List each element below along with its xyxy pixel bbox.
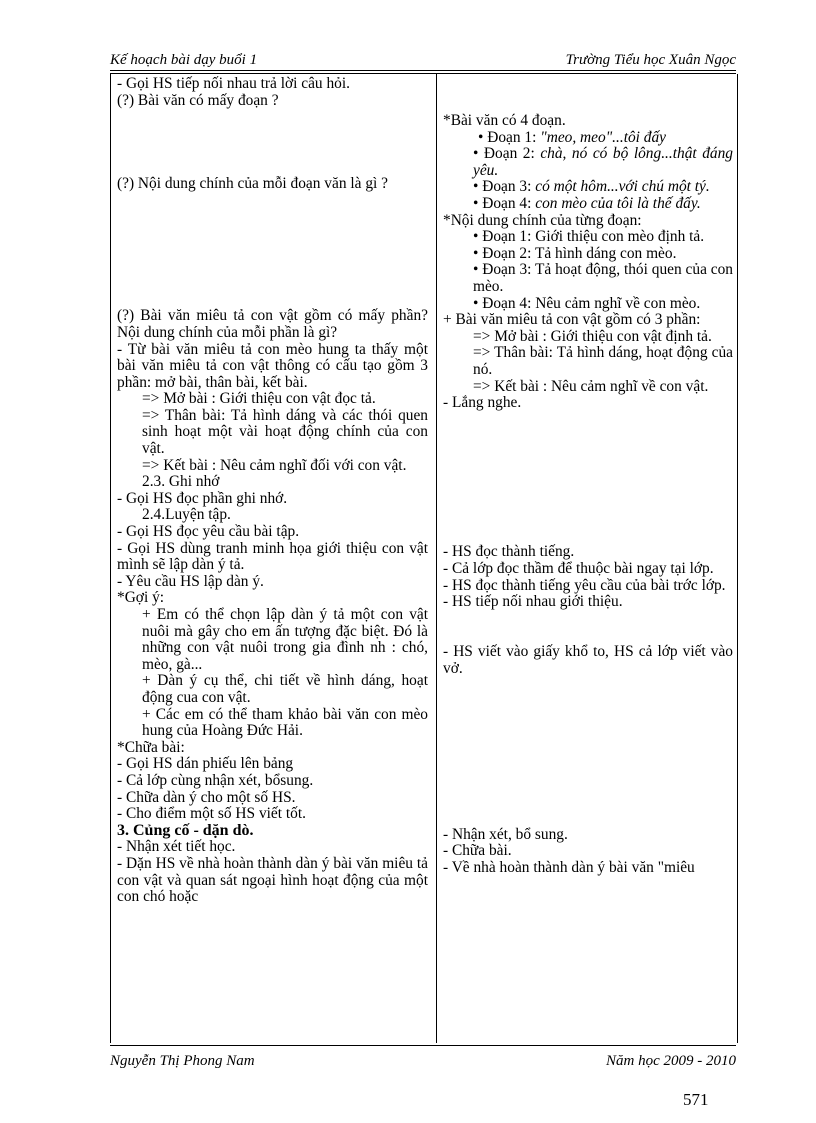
column-separator bbox=[436, 74, 437, 1043]
left-line: - Từ bài văn miêu tả con mèo hung ta thấy một bài văn miêu tả con vật thông có cấu tạo gồm 3 phần: mở bài, thân bài, kết bài. bbox=[117, 340, 428, 391]
right-line bbox=[443, 179, 733, 196]
right-line: • Đoạn 3: Tả hoạt động, thói quen của con mèo. bbox=[473, 261, 733, 295]
quote-text: chà, nó có bộ lông...thật đáng yêu. bbox=[473, 145, 733, 179]
left-line: (?) Bài văn miêu tả con vật gồm có mấy phần? Nội dung chính của mỗi phần là gì? bbox=[117, 307, 428, 341]
quote-text: có một hôm...với chú một tý. bbox=[535, 178, 710, 196]
left-line: - Gọi HS đọc yêu cầu bài tập. bbox=[117, 523, 300, 541]
right-line: *Bài văn có 4 đoạn. bbox=[443, 112, 566, 129]
left-line: => Mở bài : Giới thiệu con vật đọc tả. bbox=[142, 390, 376, 408]
right-line: - Chữa bài. bbox=[443, 842, 512, 860]
right-line: => Mở bài : Giới thiệu con vật định tả. bbox=[473, 327, 712, 345]
right-line: - HS đọc thành tiếng. bbox=[443, 543, 575, 561]
left-line: (?) Nội dung chính của mỗi đoạn văn là gì ? bbox=[117, 174, 388, 192]
bullet-label: • Đoạn 3: bbox=[473, 178, 536, 196]
left-line: - Yêu cầu HS lập dàn ý. bbox=[117, 572, 264, 590]
right-line: - Nhận xét, bổ sung. bbox=[443, 825, 568, 843]
left-line: - Gọi HS dán phiếu lên bảng bbox=[117, 755, 294, 773]
page-number: 571 bbox=[683, 1090, 709, 1109]
right-line: - HS đọc thành tiếng yêu cầu của bài trớc lớp. bbox=[443, 576, 726, 594]
right-line: • Đoạn 4: Nêu cảm nghĩ về con mèo. bbox=[473, 294, 701, 312]
header-rule bbox=[110, 70, 736, 71]
right-line: - Lắng nghe. bbox=[443, 394, 522, 412]
right-line: + Bài văn miêu tả con vật gồm có 3 phần: bbox=[443, 311, 701, 329]
right-line: • Đoạn 2: Tả hình dáng con mèo. bbox=[473, 244, 677, 262]
left-line: - Cho điểm một số HS viết tốt. bbox=[117, 805, 306, 823]
page-header bbox=[110, 52, 736, 72]
left-line: *Gợi ý: bbox=[117, 589, 165, 607]
left-line: *Chữa bài: bbox=[117, 738, 185, 756]
teacher-activities-column bbox=[117, 76, 428, 906]
footer-right: Năm học 2009 - 2010 bbox=[606, 1053, 736, 1069]
quote-text: con mèo của tôi là thế đấy. bbox=[535, 194, 701, 212]
lesson-table bbox=[110, 74, 738, 1043]
footer-left: Nguyễn Thị Phong Nam bbox=[110, 1053, 255, 1069]
quote-text: "meo, meo"...tôi đấy bbox=[540, 128, 667, 146]
left-line: - Gọi HS dùng tranh minh họa giới thiệu con vật mình sẽ lập dàn ý tả. bbox=[117, 539, 428, 574]
right-line: - Về nhà hoàn thành dàn ý bài văn "miêu bbox=[443, 858, 695, 876]
bullet-label: • Đoạn 2: bbox=[473, 145, 541, 163]
right-line: • Đoạn 1: Giới thiệu con mèo định tả. bbox=[473, 228, 705, 246]
page-footer bbox=[110, 1053, 736, 1073]
left-line: 2.4.Luyện tập. bbox=[142, 506, 231, 524]
left-line: - Cả lớp cùng nhận xét, bổsung. bbox=[117, 771, 314, 789]
header-right: Trường Tiểu học Xuân Ngọc bbox=[565, 52, 736, 68]
right-line: - HS viết vào giấy khổ to, HS cả lớp viết vào vở. bbox=[443, 643, 733, 677]
left-line: + Em có thể chọn lập dàn ý tả một con vật nuôi mà gây cho em ấn tượng đặc biệt. Đó là những con vật nuôi trong gia đình nh : chó, mèo, gà... bbox=[142, 606, 428, 673]
right-line: *Nội dung chính của từng đoạn: bbox=[443, 211, 642, 229]
right-line bbox=[443, 130, 733, 147]
right-line: => Kết bài : Nêu cảm nghĩ về con vật. bbox=[473, 377, 709, 395]
right-line bbox=[443, 196, 733, 213]
header-left: Kế hoạch bài dạy buổi 1 bbox=[110, 52, 258, 68]
left-line: 2.3. Ghi nhớ bbox=[142, 473, 220, 491]
bullet-label: • Đoạn 4: bbox=[473, 194, 536, 212]
section-heading: 3. Củng cố - dặn dò. bbox=[117, 821, 254, 839]
left-line: - Nhận xét tiết học. bbox=[117, 838, 236, 856]
left-line: => Thân bài: Tả hình dáng và các thói quen sinh hoạt một vài hoạt động chính của con vật. bbox=[142, 406, 428, 458]
right-line: - Cả lớp đọc thầm để thuộc bài ngay tại lớp. bbox=[443, 560, 714, 578]
right-line bbox=[443, 146, 733, 179]
left-line: (?) Bài văn có mấy đoạn ? bbox=[117, 91, 279, 109]
left-line: + Các em có thể tham khảo bài văn con mèo hung của Hoàng Đức Hải. bbox=[142, 705, 428, 740]
footer-rule bbox=[110, 1045, 736, 1046]
student-activities-column bbox=[443, 113, 733, 876]
left-line: - Gọi HS tiếp nối nhau trả lời câu hỏi. bbox=[117, 75, 350, 92]
left-line: - Chữa dàn ý cho một số HS. bbox=[117, 788, 296, 806]
right-line: => Thân bài: Tả hình dáng, hoạt động của nó. bbox=[473, 344, 733, 378]
right-line: - HS tiếp nối nhau giới thiệu. bbox=[443, 593, 623, 611]
left-line: => Kết bài : Nêu cảm nghĩ đối với con vật. bbox=[142, 456, 407, 474]
left-line: - Dặn HS về nhà hoàn thành dàn ý bài văn miêu tả con vật và quan sát ngoại hình hoạt động của một con chó hoặc bbox=[117, 854, 428, 906]
bullet-label: • Đoạn 1: bbox=[478, 128, 541, 146]
left-line: - Gọi HS đọc phần ghi nhớ. bbox=[117, 489, 288, 507]
left-line: + Dàn ý cụ thể, chi tiết về hình dáng, hoạt động cua con vật. bbox=[142, 672, 428, 706]
